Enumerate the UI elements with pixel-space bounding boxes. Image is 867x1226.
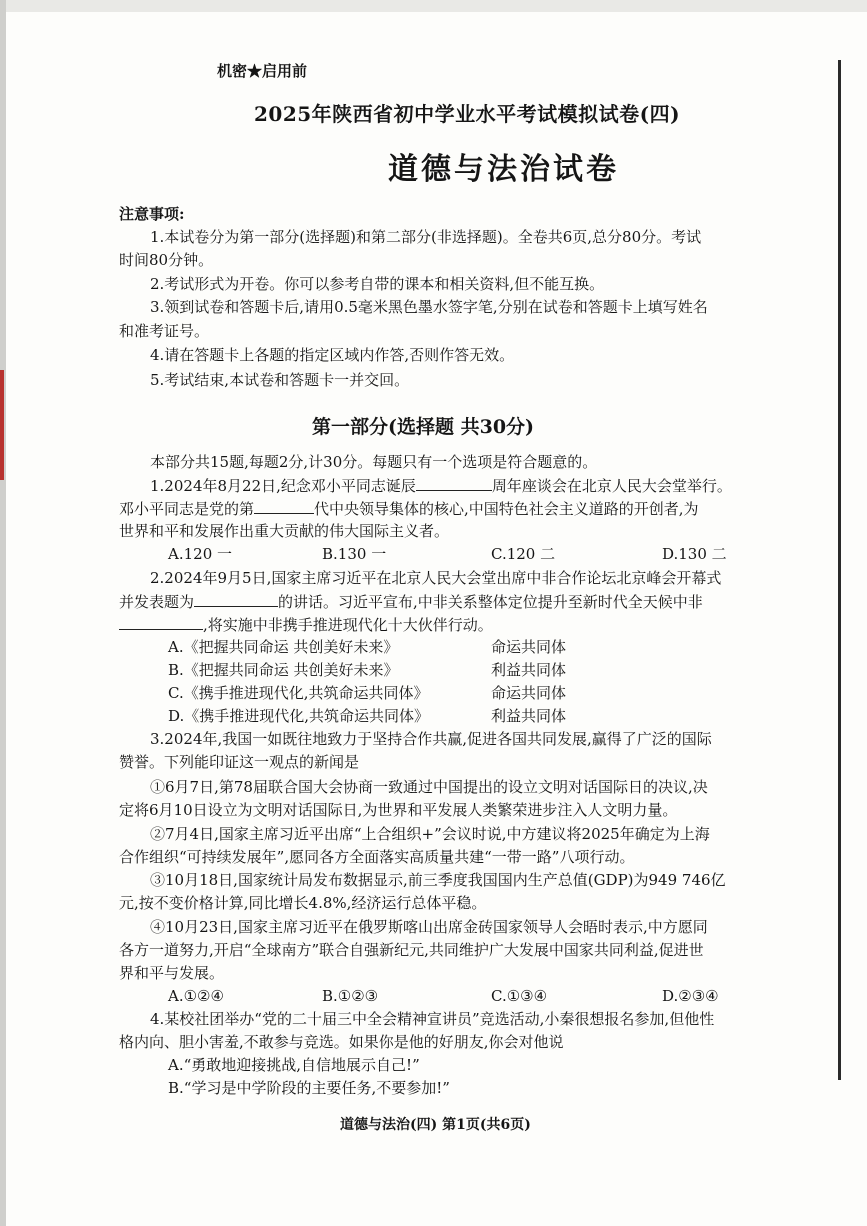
q2-option-b: B.《把握共同命运 共创美好未来》	[168, 661, 399, 679]
q3-news-1-cont: 定将6月10日设立为文明对话国际日,为世界和平发展人类繁荣进步注入人文明力量。	[119, 801, 678, 819]
part-one-title: 第一部分(选择题 共30分)	[312, 416, 535, 438]
q2-line-3	[119, 613, 493, 636]
q2-option-a: A.《把握共同命运 共创美好未来》	[168, 638, 399, 656]
q1-line-1	[150, 474, 732, 497]
q2-line-1: 2.2024年9月5日,国家主席习近平在北京人民大会堂出席中非合作论坛北京峰会开幕式	[150, 569, 722, 587]
note-1: 1.本试卷分为第一部分(选择题)和第二部分(非选择题)。全卷共6页,总分80分。考试	[150, 228, 702, 246]
q4-option-b: B.“学习是中学阶段的主要任务,不要参加!”	[168, 1079, 450, 1097]
q3-option-d: D.②③④	[662, 987, 719, 1005]
confidential-label: 机密★启用前	[217, 62, 308, 80]
q2-option-c-answer: 命运共同体	[491, 684, 567, 702]
q3-option-c: C.①③④	[491, 987, 548, 1005]
q3-line-1: 3.2024年,我国一如既往地致力于坚持合作共赢,促进各国共同发展,赢得了广泛的国际	[150, 730, 712, 748]
q2-option-b-answer: 利益共同体	[491, 661, 567, 679]
q1-option-b: B.130 一	[322, 545, 387, 563]
q3-news-1: ①6月7日,第78届联合国大会协商一致通过中国提出的设立文明对话国际日的决议,决	[150, 778, 708, 796]
q2-stem-part-3: ,将实施中非携手推进现代化十大伙伴行动。	[203, 616, 493, 634]
q3-news-3-cont: 元,按不变价格计算,同比增长4.8%,经济运行总体平稳。	[119, 894, 487, 912]
q2-stem-part-2: 的讲话。习近平宣布,中非关系整体定位提升至新时代全天候中非	[278, 593, 703, 611]
q1-stem-part-3: 邓小平同志是党的第	[119, 500, 255, 518]
q2-stem-part-1: 并发表题为	[119, 593, 195, 611]
note-5: 5.考试结束,本试卷和答题卡一并交回。	[150, 371, 410, 389]
answer-blank	[254, 497, 314, 514]
scan-left-edge	[0, 0, 6, 1226]
q2-option-a-answer: 命运共同体	[491, 638, 567, 656]
note-4: 4.请在答题卡上各题的指定区域内作答,否则作答无效。	[150, 346, 515, 364]
q1-option-c: C.120 二	[491, 545, 556, 563]
q1-line-2	[119, 497, 699, 520]
page-footer: 道德与法治(四) 第1页(共6页)	[340, 1117, 531, 1133]
note-1-cont: 时间80分钟。	[119, 251, 214, 269]
q3-news-2: ②7月4日,国家主席习近平出席“上合组织+”会议时说,中方建议将2025年确定为上海	[150, 825, 710, 843]
scan-top-edge	[0, 0, 867, 12]
q2-option-d: D.《携手推进现代化,共筑命运共同体》	[168, 707, 430, 725]
q1-line-3: 世界和平和发展作出重大贡献的伟大国际主义者。	[119, 522, 450, 540]
scan-right-border	[838, 60, 841, 1080]
q1-stem-part-2: 周年座谈会在北京人民大会堂举行。	[491, 477, 732, 495]
q3-option-a: A.①②④	[168, 987, 224, 1005]
q4-line-2: 格内向、胆小害羞,不敢参与竞选。如果你是他的好朋友,你会对他说	[119, 1033, 564, 1051]
q3-news-2-cont: 合作组织“可持续发展年”,愿同各方全面落实高质量共建“一带一路”八项行动。	[119, 848, 635, 866]
answer-blank	[194, 590, 278, 607]
q3-option-b: B.①②③	[322, 987, 379, 1005]
q2-line-2	[119, 590, 703, 613]
note-2: 2.考试形式为开卷。你可以参考自带的课本和相关资料,但不能互换。	[150, 275, 605, 293]
q1-option-a: A.120 一	[168, 545, 232, 563]
answer-blank	[416, 474, 492, 491]
q4-option-a: A.“勇敢地迎接挑战,自信地展示自己!”	[168, 1056, 420, 1074]
subject-title: 道德与法治试卷	[388, 152, 619, 187]
q3-news-4-end: 界和平与发展。	[119, 964, 225, 982]
q1-stem-part-1: 1.2024年8月22日,纪念邓小平同志诞辰	[150, 477, 416, 495]
q1-option-d: D.130 二	[662, 545, 727, 563]
q1-stem-part-4: 代中央领导集体的核心,中国特色社会主义道路的开创者,为	[314, 500, 699, 518]
q3-news-3: ③10月18日,国家统计局发布数据显示,前三季度我国国内生产总值(GDP)为949 746亿	[150, 871, 726, 889]
part-one-intro: 本部分共15题,每题2分,计30分。每题只有一个选项是符合题意的。	[150, 453, 598, 471]
q2-option-c: C.《携手推进现代化,共筑命运共同体》	[168, 684, 429, 702]
exam-title: 2025年陕西省初中学业水平考试模拟试卷(四)	[254, 102, 681, 126]
scan-red-mark	[0, 370, 4, 480]
q4-line-1: 4.某校社团举办“党的二十届三中全会精神宣讲员”竞选活动,小秦很想报名参加,但他性	[150, 1010, 715, 1028]
note-3: 3.领到试卷和答题卡后,请用0.5毫米黑色墨水签字笔,分别在试卷和答题卡上填写姓名	[150, 298, 708, 316]
q3-news-4: ④10月23日,国家主席习近平在俄罗斯喀山出席金砖国家领导人会晤时表示,中方愿同	[150, 918, 708, 936]
answer-blank	[119, 613, 203, 630]
q3-news-4-cont: 各方一道努力,开启“全球南方”联合自强新纪元,共同维护广大发展中国家共同利益,促进世	[119, 941, 704, 959]
note-3-cont: 和准考证号。	[119, 322, 210, 340]
q3-line-2: 赞誉。下列能印证这一观点的新闻是	[119, 753, 360, 771]
notes-heading: 注意事项:	[119, 205, 185, 223]
q2-option-d-answer: 利益共同体	[491, 707, 567, 725]
